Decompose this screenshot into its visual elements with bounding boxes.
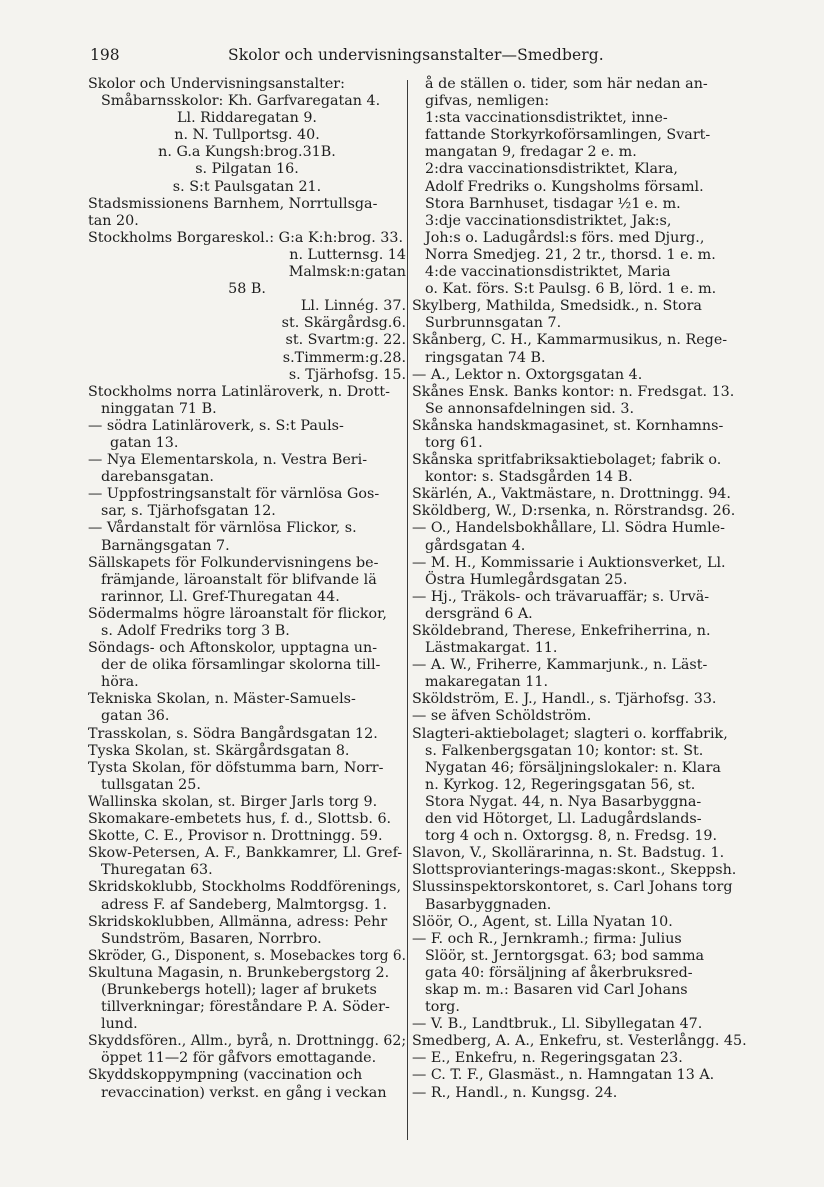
entry-line: Basarbyggnaden. (425, 896, 552, 913)
entry-line: st. Svartm:g. 22. (285, 332, 406, 349)
entry-line: Se annonsafdelningen sid. 3. (425, 400, 635, 417)
entry-line: revaccination) verkst. en gång i veckan (101, 1084, 387, 1101)
entry-line: tullsgatan 25. (101, 776, 201, 793)
entry-line: Skylberg, Mathilda, Smedsidk., n. Stora (412, 298, 702, 315)
entry-line: Nygatan 46; försäljningslokaler: n. Klara (425, 759, 721, 776)
entry-line: n. Kyrkog. 12, Regeringsgatan 56, st. (425, 776, 696, 793)
entry-line: Sällskapets för Folkundervisningens be- (88, 554, 379, 571)
entry-line: — A. W., Friherre, Kammarjunk., n. Läst- (412, 657, 708, 674)
entry-line: gata 40: försäljning af åkerbruksred- (425, 964, 693, 981)
entry-line: Slöör, st. Jerntorgsgat. 63; bod samma (425, 947, 705, 964)
entry-line: å de ställen o. tider, som här nedan an- (425, 76, 708, 92)
column-divider (407, 80, 408, 1140)
entry-line: Stadsmissionens Barnhem, Norrtullsga- (88, 195, 378, 212)
entry-line: — södra Latinläroverk, s. S:t Pauls- (88, 417, 344, 434)
entry-line: sar, s. Tjärhofsgatan 12. (101, 503, 276, 520)
entry-line: Sundström, Basaren, Norrbro. (101, 930, 322, 947)
entry-line: främjande, läroanstalt för blifvande lä (101, 571, 377, 588)
entry-line: Skotte, C. E., Provisor n. Drottningg. 59. (88, 828, 383, 845)
entry-line: — Nya Elementarskola, n. Vestra Beri- (88, 452, 368, 469)
entry-line: Joh:s o. Ladugårdsl:s förs. med Djurg., (425, 229, 705, 246)
entry-line: st. Skärgårdsg.6. (281, 315, 406, 332)
entry-line: s.Timmerm:g.28. (282, 349, 406, 366)
entry-line: Slussinspektorskontoret, s. Carl Johans torg (412, 879, 733, 896)
entry-line: Skultuna Magasin, n. Brunkebergstorg 2. (88, 964, 390, 981)
entry-line: 2:dra vaccinationsdistriktet, Klara, (425, 161, 678, 178)
entry-line: gatan 36. (101, 708, 170, 725)
entry-line: öppet 11—2 för gåfvors emottagande. (101, 1050, 377, 1067)
entry-line: — Vårdanstalt för värnlösa Flickor, s. (88, 520, 357, 537)
entry-line: Slottsprovianterings-magas:skont., Skeppsh. (412, 862, 737, 879)
entry-line: Skånska handskmagasinet, st. Kornhamns- (412, 417, 724, 434)
entry-line: ringsgatan 74 B. (425, 349, 546, 366)
entry-line: s. S:t Paulsgatan 21. (172, 178, 322, 195)
entry-line: n. Lutternsg. 14 (289, 246, 406, 263)
entry-line: Skärlén, A., Vaktmästare, n. Drottningg. 94. (412, 486, 731, 503)
entry-line: Södermalms högre läroanstalt för flickor, (88, 605, 387, 622)
entry-line: Skridskoklubben, Allmänna, adress: Pehr (88, 913, 388, 930)
entry-line: Skånes Ensk. Banks kontor: n. Fredsgat. 13. (412, 383, 735, 400)
entry-line: 58 B. (228, 281, 266, 298)
page-header (90, 46, 750, 70)
entry-line: s. Falkenbergsgatan 10; kontor: st. St. (425, 742, 704, 759)
entry-line: makaregatan 11. (425, 674, 548, 691)
entry-line: — Hj., Träkols- och trävaruaffär; s. Urvä- (412, 588, 710, 605)
entry-line: torg 4 och n. Oxtorgsg. 8, n. Fredsg. 19. (425, 828, 718, 845)
entry-line: 3:dje vaccinationsdistriktet, Jak:s, (425, 212, 672, 229)
entry-line: ninggatan 71 B. (101, 400, 217, 417)
running-title: Skolor och undervisningsanstalter—Smedberg. (228, 46, 604, 64)
entry-line: 4:de vaccinationsdistriktet, Maria (425, 264, 671, 281)
entry-line: Wallinska skolan, st. Birger Jarls torg 9. (88, 793, 378, 810)
entry-line: Stockholms Borgareskol.: G:a K:h:brog. 33. (88, 229, 404, 246)
entry-line: Skyddsfören., Allm., byrå, n. Drottningg. 62; (88, 1033, 407, 1050)
entry-line: Sköldström, E. J., Handl., s. Tjärhofsg. 33. (412, 691, 717, 708)
entry-line: Malmsk:n:gatan (288, 264, 406, 281)
entry-line: mangatan 9, fredagar 2 e. m. (425, 144, 637, 161)
entry-line: s. Tjärhofsg. 15. (288, 366, 406, 383)
entry-line: — O., Handelsbokhållare, Ll. Södra Humle- (412, 520, 725, 537)
entry-line: gatan 13. (110, 434, 179, 451)
entry-line: höra. (101, 674, 139, 691)
entry-line: tan 20. (88, 212, 139, 229)
entry-line: — V. B., Landtbruk., Ll. Sibyllegatan 47. (412, 1016, 703, 1033)
entry-line: gifvas, nemligen: (425, 93, 550, 110)
entry-line: skap m. m.: Basaren vid Carl Johans (425, 981, 688, 998)
entry-line: Trasskolan, s. Södra Bangårdsgatan 12. (88, 725, 378, 742)
entry-line: Skånberg, C. H., Kammarmusikus, n. Rege- (412, 332, 728, 349)
entry-line: — Uppfostringsanstalt för värnlösa Gos- (88, 486, 380, 503)
entry-line: — E., Enkefru, n. Regeringsgatan 23. (412, 1050, 683, 1067)
entry-line: Lästmakargat. 11. (425, 640, 558, 657)
entry-line: Skolor och Undervisningsanstalter: (88, 76, 345, 92)
entry-line: Tyska Skolan, st. Skärgårdsgatan 8. (88, 742, 350, 759)
entry-line: n. G.a Kungsh:brog.31B. (158, 144, 336, 161)
entry-line: — A., Lektor n. Oxtorgsgatan 4. (412, 366, 643, 383)
entry-line: Stockholms norra Latinläroverk, n. Drott- (88, 383, 390, 400)
entry-line: Sköldebrand, Therese, Enkefriherrina, n. (412, 623, 711, 639)
entry-line: adress F. af Sandeberg, Malmtorgsg. 1. (101, 896, 388, 913)
entry-line: — F. och R., Jernkramh.; firma: Julius (412, 930, 682, 947)
entry-line: Söndags- och Aftonskolor, upptagna un- (88, 640, 378, 657)
entry-line: n. N. Tullportsg. 40. (174, 127, 320, 144)
entry-line: tillverkningar; föreståndare P. A. Söder- (101, 999, 390, 1016)
entry-line: Thuregatan 63. (101, 862, 213, 879)
entry-line: — R., Handl., n. Kungsg. 24. (412, 1084, 618, 1101)
left-column (88, 76, 406, 1102)
entry-line: den vid Hötorget, Ll. Ladugårdslands- (425, 811, 702, 828)
entry-line: torg 61. (425, 434, 483, 451)
entry-line: Smedberg, A. A., Enkefru, st. Vesterlångg. 45. (412, 1033, 747, 1050)
entry-line: kontor: s. Stadsgården 14 B. (425, 469, 633, 486)
entry-line: Stora Nygat. 44, n. Nya Basarbyggna- (425, 793, 702, 810)
entry-line: Skridskoklubb, Stockholms Roddförenings, (88, 879, 401, 896)
entry-line: darebansgatan. (101, 469, 214, 486)
entry-line: Ll. Riddaregatan 9. (177, 110, 317, 127)
entry-line: Tysta Skolan, för döfstumma barn, Norr- (88, 759, 384, 776)
entry-line: lund. (101, 1016, 138, 1033)
entry-line: Surbrunnsgatan 7. (425, 315, 562, 332)
right-column (412, 76, 757, 1102)
entry-line: s. Pilgatan 16. (195, 161, 299, 178)
entry-line: torg. (425, 999, 460, 1016)
entry-line: fattande Storkyrkoförsamlingen, Svart- (425, 127, 711, 144)
entry-line: Skomakare-embetets hus, f. d., Slottsb. 6. (88, 811, 392, 828)
entry-line: Stora Barnhuset, tisdagar ½1 e. m. (425, 195, 681, 212)
entry-line: Adolf Fredriks o. Kungsholms församl. (425, 178, 704, 195)
entry-line: Skow-Petersen, A. F., Bankkamrer, Ll. Gref- (88, 845, 403, 862)
entry-line: Småbarnsskolor: Kh. Garfvaregatan 4. (101, 93, 381, 110)
entry-line: — M. H., Kommissarie i Auktionsverket, Ll. (412, 554, 726, 571)
entry-line: Ll. Linnég. 37. (300, 298, 406, 315)
entry-line: Skröder, G., Disponent, s. Mosebackes torg 6. (88, 947, 406, 964)
entry-line: Tekniska Skolan, n. Mäster-Samuels- (88, 691, 356, 708)
entry-line: (Brunkebergs hotell); lager af brukets (101, 981, 377, 998)
entry-line: Slagteri-aktiebolaget; slagteri o. korffabrik, (412, 725, 728, 742)
entry-line: — se äfven Schöldström. (412, 708, 592, 725)
page-number: 198 (90, 46, 120, 64)
entry-line: der de olika församlingar skolorna till- (101, 657, 381, 674)
entry-line: — C. T. F., Glasmäst., n. Hamngatan 13 A. (412, 1067, 715, 1084)
entry-line: Skånska spritfabriksaktiebolaget; fabrik o. (412, 452, 722, 469)
entry-line: Skyddskoppympning (vaccination och (88, 1067, 363, 1084)
entry-line: dersgränd 6 A. (425, 605, 533, 622)
entry-line: Slöör, O., Agent, st. Lilla Nyatan 10. (412, 913, 673, 930)
entry-line: Sköldberg, W., D:rsenka, n. Rörstrandsg. 26. (412, 503, 736, 520)
entry-line: Norra Smedjeg. 21, 2 tr., thorsd. 1 e. m. (425, 246, 716, 263)
entry-line: 1:sta vaccinationsdistriktet, inne- (425, 110, 668, 127)
entry-line: Slavon, V., Skollärarinna, n. St. Badstug. 1. (412, 845, 725, 862)
entry-line: Östra Humlegårdsgatan 25. (425, 571, 628, 588)
entry-line: o. Kat. förs. S:t Paulsg. 6 B, lörd. 1 e. m. (425, 281, 717, 298)
entry-line: Barnängsgatan 7. (101, 537, 230, 554)
entry-line: s. Adolf Fredriks torg 3 B. (101, 623, 290, 639)
entry-line: rarinnor, Ll. Gref-Thuregatan 44. (101, 588, 340, 605)
entry-line: gårdsgatan 4. (425, 537, 526, 554)
